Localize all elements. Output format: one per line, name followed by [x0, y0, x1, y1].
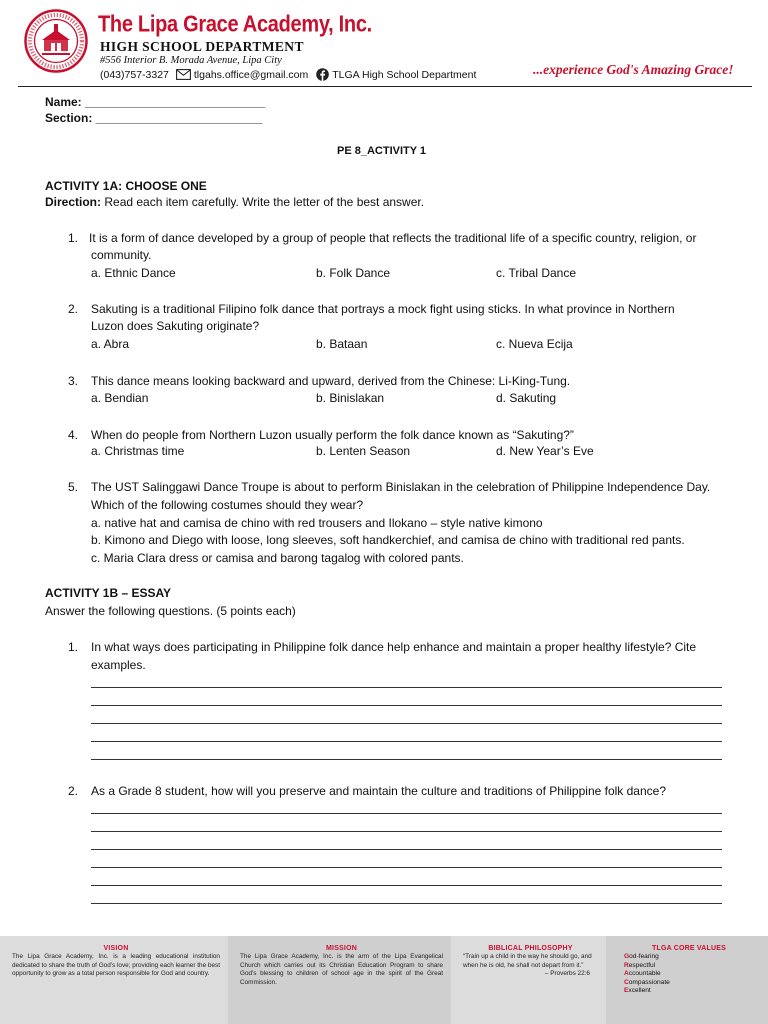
- core-value-item: [624, 962, 760, 971]
- activity-1a-direction: [45, 195, 424, 209]
- philosophy-text: “Train up a child in the way he should go, and when he is old, he shall not depart from it.”: [463, 953, 592, 969]
- answer-line[interactable]: [91, 813, 722, 814]
- choice-d[interactable]: d. New Year’s Eve: [496, 444, 594, 458]
- question-text: In what ways does participating in Philippine folk dance help enhance and maintain a proper healthy lifestyle? Cite: [91, 640, 697, 654]
- question-number: 2.: [68, 302, 79, 316]
- direction-text: Read each item carefully. Write the letter of the best answer.: [101, 195, 425, 209]
- core-value-rest: espectful: [628, 961, 656, 969]
- activity-1a-heading: ACTIVITY 1A: CHOOSE ONE: [45, 179, 207, 193]
- choice-b[interactable]: b. Lenten Season: [316, 444, 411, 458]
- choice-d[interactable]: d. Sakuting: [496, 391, 557, 405]
- philosophy-panel: [451, 936, 606, 1024]
- answer-line[interactable]: [91, 687, 722, 688]
- question-text: As a Grade 8 student, how will you preserve and maintain the culture and traditions of Philippine folk dance?: [91, 784, 667, 798]
- vision-panel: [0, 936, 228, 1024]
- worksheet-title: PE 8_ACTIVITY 1: [337, 145, 427, 157]
- answer-line[interactable]: [91, 831, 722, 832]
- choice-b[interactable]: b. Bataan: [316, 337, 368, 351]
- envelope-icon: [176, 69, 191, 80]
- question-text-cont: Which of the following costumes should they wear?: [91, 498, 364, 512]
- vision-text: The Lipa Grace Academy, Inc. is a leading educational institution dedicated to share the truth of God's love; providing each learner the best opportunity to grow as a total person responsible for God and country.: [12, 953, 220, 977]
- choice-a[interactable]: a. Abra: [91, 337, 130, 351]
- question-text-cont: Luzon does Sakuting originate?: [91, 319, 260, 333]
- choice-a[interactable]: a. native hat and camisa de chino with red trousers and Ilokano – style native kimono: [91, 516, 543, 530]
- core-value-rest: od-fearing: [629, 953, 659, 960]
- question-text-cont: community.: [91, 248, 152, 262]
- answer-line[interactable]: [91, 759, 722, 760]
- contact-line: [100, 68, 476, 81]
- vision-title: VISION: [103, 945, 129, 952]
- answer-line[interactable]: [91, 849, 722, 850]
- question-text: Sakuting is a traditional Filipino folk dance that portrays a mock fight using sticks. In what province in Northern: [91, 302, 675, 316]
- activity-1b-heading: ACTIVITY 1B – ESSAY: [45, 586, 172, 600]
- core-value-item: [624, 953, 760, 962]
- core-value-rest: ompassionate: [628, 978, 670, 986]
- choice-b[interactable]: b. Kimono and Diego with loose, long sleeves, soft handkerchief, and camisa de chino with traditional red pants.: [91, 533, 685, 547]
- phone-number: (043)757-3327: [100, 68, 169, 81]
- school-tagline: ...experience God's Amazing Grace!: [533, 62, 734, 77]
- answer-line[interactable]: [91, 705, 722, 706]
- core-value-initial: C: [624, 978, 629, 986]
- answer-line[interactable]: [91, 885, 722, 886]
- department-name: HIGH SCHOOL DEPARTMENT: [100, 39, 304, 54]
- answer-line[interactable]: [91, 741, 722, 742]
- question-text: When do people from Northern Luzon usually perform the folk dance known as “Sakuting?”: [91, 428, 574, 442]
- choice-a[interactable]: a. Christmas time: [91, 444, 185, 458]
- core-value-initial: A: [624, 970, 629, 978]
- school-name: The Lipa Grace Academy, Inc.: [98, 12, 372, 38]
- core-value-item: [624, 970, 760, 979]
- facebook-page-link[interactable]: TLGA High School Department: [332, 68, 477, 81]
- core-value-item: [624, 987, 760, 996]
- school-seal-logo: [24, 9, 88, 73]
- choice-c[interactable]: c. Nueva Ecija: [496, 337, 573, 351]
- answer-line[interactable]: [91, 723, 722, 724]
- header-divider: [18, 86, 752, 87]
- philosophy-title: BIBLICAL PHILOSOPHY: [488, 945, 573, 952]
- core-values-title: TLGA CORE VALUES: [652, 945, 726, 952]
- question-text: This dance means looking backward and upward, derived from the Chinese: Li-King-Tung.: [91, 374, 571, 388]
- core-value-initial: E: [624, 987, 629, 995]
- question-number: 4.: [68, 428, 79, 442]
- question-number: 1.: [68, 231, 79, 245]
- choice-c[interactable]: c. Maria Clara dress or camisa and barong tagalog with colored pants.: [91, 551, 464, 565]
- choice-b[interactable]: b. Binislakan: [316, 391, 385, 405]
- school-address: #556 Interior B. Morada Avenue, Lipa City: [100, 55, 282, 66]
- question-text-cont: examples.: [91, 658, 146, 672]
- mission-text: The Lipa Grace Academy, Inc. is the arm of the Lipa Evangelical Church which carries out its Christian Education Program to share God's blessing to children of school age in the spirit of the Great Commission.: [240, 953, 443, 986]
- answer-line[interactable]: [91, 903, 722, 904]
- choice-a[interactable]: a. Bendian: [91, 391, 149, 405]
- answer-line[interactable]: [91, 867, 722, 868]
- question-number: 3.: [68, 374, 79, 388]
- core-value-rest: ccountable: [628, 970, 661, 978]
- name-field[interactable]: Name: ___________________________: [45, 95, 266, 109]
- choice-a[interactable]: a. Ethnic Dance: [91, 266, 176, 280]
- mission-panel: [228, 936, 451, 1024]
- facebook-icon: [316, 68, 329, 81]
- email-link[interactable]: tlgahs.office@gmail.com: [193, 68, 309, 81]
- activity-1b-instruction: Answer the following questions. (5 points each): [45, 604, 296, 618]
- mission-title: MISSION: [326, 945, 357, 952]
- section-field[interactable]: Section: _________________________: [45, 111, 263, 125]
- choice-c[interactable]: c. Tribal Dance: [496, 266, 577, 280]
- choice-b[interactable]: b. Folk Dance: [316, 266, 391, 280]
- philosophy-reference: – Proverbs 22:6: [544, 970, 590, 977]
- question-number: 1.: [68, 640, 79, 654]
- question-number: 5.: [68, 480, 79, 494]
- core-value-initial: G: [624, 953, 630, 960]
- question-text: It is a form of dance developed by a group of people that reflects the traditional life of a specific country, religion, or: [89, 231, 697, 245]
- question-number: 2.: [68, 784, 79, 798]
- question-text: The UST Salinggawi Dance Troupe is about to perform Binislakan in the celebration of Philippine Independence Day.: [91, 480, 711, 494]
- core-value-item: [624, 979, 760, 988]
- direction-label: Direction:: [45, 195, 102, 209]
- core-values-panel: [606, 936, 768, 1024]
- core-value-rest: xcellent: [628, 987, 651, 995]
- core-value-initial: R: [624, 961, 629, 969]
